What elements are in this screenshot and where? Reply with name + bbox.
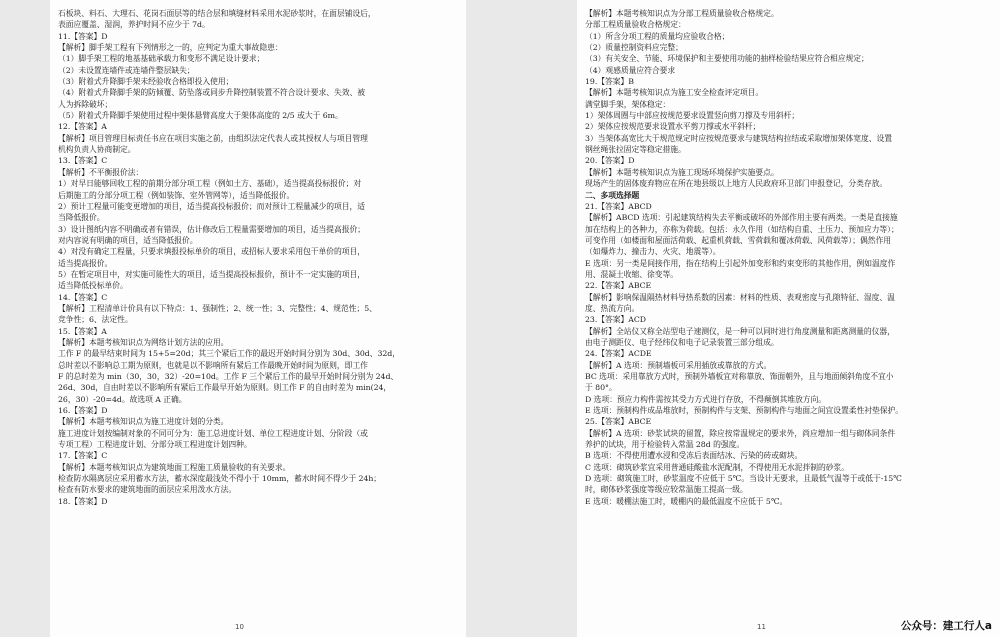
text-line: 【解析】项目管理目标责任书应在项目实施之前，由组织法定代表人或其授权人与项目管理	[58, 133, 368, 143]
text-line: 石板块、料石、大理石、花岗石面层等的结合层和填缝材料采用水泥砂浆时，在面层铺设后，	[58, 9, 376, 18]
text-line: （3）附着式升降脚手架未经验收合格即投入使用；	[58, 77, 234, 87]
text-line: 【解析】影响保温隔热材料导热系数的因素：材料的性质、表观密度与孔隙特征、湿度、温	[585, 292, 895, 302]
text-line: 对内容说有明确的项目，适当降低报价。	[58, 235, 198, 245]
text-line: 钢丝绳张拉固定等稳定措施。	[585, 145, 686, 155]
text-line: 1）对早日能够回收工程的前期分部分项工程（例如土方、基础），适当提高投标报价；对	[58, 179, 362, 189]
text-line: E 选项：暖棚法施工时，暖棚内的最低温度不应低于 5℃。	[585, 496, 788, 506]
text-line: E 选项：另一类是间接作用，指在结构上引起外加变形和约束变形的其他作用，例如温度作	[585, 258, 896, 268]
text-line: 人为拆除破坏；	[58, 99, 113, 109]
text-line: 18.【答案】D	[58, 496, 108, 506]
page-right-text	[585, 8, 990, 507]
text-line: （2）质量控制资料应完整；	[585, 43, 683, 53]
text-line: 【解析】本题考核知识点为网络计划方法的应用。	[58, 337, 229, 347]
text-line: 后期施工的分部分项工程（例如装饰、室外管网等），适当降低报价。	[58, 190, 295, 200]
text-line: 检查防水隔离层应采用蓄水方法，蓄水深度最浅处不得小于 10mm，蓄水时间不得少于 24h；	[58, 474, 382, 484]
text-line: 满堂脚手架，架体稳定：	[585, 99, 671, 109]
text-line: 【解析】ABCD 选项：引起建筑结构失去平衡或破坏的外部作用主要有两类。一类是直接施	[585, 213, 898, 223]
text-line: （1）脚手架工程的地基基础承载力和变形不满足设计要求；	[58, 54, 265, 64]
text-line: （1）所含分项工程的质量均应验收合格；	[585, 31, 730, 41]
text-line: 【解析】A 选项：砂浆试块的留置，除应按常温规定的要求外，尚应增加一组与砌体同条件	[585, 428, 896, 438]
text-line: 分部工程质量验收合格规定：	[585, 20, 686, 30]
text-line: 20.【答案】D	[585, 156, 635, 166]
text-line: 16.【答案】D	[58, 406, 108, 416]
text-line: 专项工程）工程进度计划、分部分项工程进度计划四种。	[58, 440, 252, 450]
text-line: C 选项：砌筑砂浆宜采用普通硅酸盐水泥配制，不得使用无水泥拌制的砂浆。	[585, 462, 849, 472]
text-line: 12.【答案】A	[58, 122, 107, 132]
text-line: 用、混凝土收缩、徐变等。	[585, 269, 678, 279]
text-line: 13.【答案】C	[58, 156, 108, 166]
wechat-account-label: 公众号：建工行人a	[900, 620, 992, 632]
text-line: 当降低报价。	[58, 213, 105, 223]
text-line: 26，30）-20=4d。故选项 A 正确。	[58, 394, 187, 404]
text-line: 【解析】本题考核知识点为施工现场环境保护实施要点。	[585, 167, 779, 177]
text-line: E 选项：预制构件成品堆放时，预制构件与支架、预制构件与地面之间宜设置柔性衬垫保护。	[585, 406, 903, 416]
text-line: B 选项：不得使用遭水浸和受冻后表面结冰、污染的砖或砌块。	[585, 451, 803, 461]
text-line: 可变作用（如楼面和屋面活荷载、起重机荷载、雪荷载和覆冰荷载、风荷载等）；偶然作用	[585, 235, 891, 245]
text-line: D 选项：砌筑施工时，砂浆温度不应低于 5℃。当设计无要求，且最低气温等于或低于-15℃	[585, 474, 902, 484]
text-line: 15.【答案】A	[58, 326, 107, 336]
text-line: 机构负责人协商制定。	[58, 145, 136, 155]
text-line: 【解析】本题考核知识点为建筑地面工程施工质量验收的有关要求。	[58, 462, 291, 472]
text-line: 现场产生的固体废弃物应在所在地县级以上地方人民政府环卫部门申报登记，分类存放。	[585, 179, 888, 189]
text-line: 3）当架体高宽比大于规范规定时应按规范要求与建筑结构拉结或采取增加架体宽度、设置	[585, 133, 893, 143]
text-line: 【解析】全站仪又称全站型电子速测仪，是一种可以同时进行角度测量和距离测量的仪器，	[585, 326, 895, 336]
text-line: 【解析】本题考核知识点为施工安全检查评定项目。	[585, 88, 764, 98]
text-line: 21.【答案】ABCD	[585, 201, 652, 211]
text-line: 度、热流方向。	[585, 303, 640, 313]
text-line: 17.【答案】C	[58, 451, 108, 461]
text-line: 竞争性；6、法定性。	[58, 315, 133, 325]
text-line: 23.【答案】ACD	[585, 315, 646, 325]
document-page-left	[50, 0, 466, 637]
text-line: （4）附着式升降脚手架的防倾覆、防坠落或同步升降控制装置不符合设计要求、失效、被	[58, 88, 366, 98]
text-line: 2）架体应按规范要求设置水平剪刀撑或水平斜杆；	[585, 122, 761, 132]
text-line: 于 80°。	[585, 383, 617, 393]
text-line: 1）架体周圈与中部应按规范要求设置竖向剪刀撑及专用斜杆；	[585, 111, 800, 121]
page-number-left: 10	[235, 623, 244, 631]
text-line: 由电子测距仪、电子经纬仪和电子记录装置三部分组成。	[585, 337, 779, 347]
text-line: 2）预计工程量可能变更增加的项目，适当提高投标报价；而对预计工程量减少的项目，适	[58, 201, 366, 211]
text-line: 3）设计图纸内容不明确或者有错误，估计修改后工程量需要增加的项目，适当提高报价；	[58, 224, 366, 234]
text-line: 加在结构上的各种力，亦称为荷载。包括：永久作用（如结构自重、土压力、预加应力等）；	[585, 224, 899, 234]
text-line: D 选项：预应力构件需按其受力方式进行存放，不得颠倒其堆放方向。	[585, 394, 827, 404]
text-line: BC 选项：采用靠放方式时，预制外墙板宜对称靠放、饰面朝外，且与地面倾斜角度不宜小	[585, 372, 894, 381]
text-line: 适当提高报价。	[58, 258, 113, 268]
text-line: （2）未设置连墙件或连墙件整层缺失；	[58, 65, 195, 75]
text-line: 【解析】不平衡报价法：	[58, 167, 144, 177]
text-line: （如爆炸力、撞击力、火灾、地震等）。	[585, 247, 721, 257]
text-line: （5）附着式升降脚手架使用过程中架体悬臂高度大于架体高度的 2/5 或大于 6m。	[58, 111, 343, 121]
text-line: 时，砌体砂浆强度等级应较常温施工提高一级。	[585, 485, 748, 495]
text-line: 11.【答案】D	[58, 31, 108, 41]
text-line: 适当降低投标单价。	[58, 281, 128, 291]
text-line: 5）在暂定项目中，对实施可能性大的项目，适当提高投标报价，预计不一定实施的项目，	[58, 269, 366, 279]
text-line: 【解析】本题考核知识点为施工进度计划的分类。	[58, 417, 229, 427]
text-line: 养护的试块，用于检验转入常温 28d 的强度。	[585, 440, 745, 450]
text-line: （4）观感质量应符合要求	[585, 65, 676, 75]
text-line: 【解析】A 选项：预制墙板可采用插放或靠放的方式。	[585, 360, 772, 370]
text-line: 24.【答案】ACDE	[585, 349, 652, 359]
text-line: 二、多项选择题	[585, 190, 640, 200]
page-left-text	[58, 8, 460, 507]
text-line: 表面应覆盖、湿润，养护时间不应少于 7d。	[58, 20, 210, 30]
text-line: 检查有防水要求的建筑地面的面层应采用泼水方法。	[58, 485, 237, 495]
text-line: 14.【答案】C	[58, 292, 108, 302]
text-line: 【解析】脚手架工程有下列情形之一的，应判定为重大事故隐患：	[58, 43, 283, 53]
text-line: 工作 F 的最早结束时间为 15+5=20d；其三个紧后工作的最迟开始时间分别为 30d、30d、32d，	[58, 349, 400, 359]
document-page-right	[577, 0, 1000, 637]
text-line: 22.【答案】ABCE	[585, 281, 652, 291]
text-line: 26d、30d，自由时差以不影响所有紧后工作最早开始为原则。则工作 F 的自由时差为 min(24，	[58, 383, 392, 393]
text-line: 【解析】工程清单计价具有以下特点：1、强制性；2、统一性；3、完整性；4、规范性；5、	[58, 303, 377, 313]
text-line: 4）对没有确定工程量，只要求填报投标单价的项目，或招标人要求采用包干单价的项目，	[58, 247, 366, 257]
text-line: 25.【答案】ABCE	[585, 417, 652, 427]
text-line: （3）有关安全、节能、环境保护和主要使用功能的抽样检验结果应符合相应规定；	[585, 54, 869, 64]
page-number-right: 11	[757, 623, 766, 631]
text-line: 19.【答案】B	[585, 77, 634, 87]
text-line: 施工进度计划按编制对象的不同可分为：施工总进度计划、单位工程进度计划、分阶段（或	[58, 428, 368, 438]
text-line: 总时差以不影响总工期为原则，也就是以不影响所有紧后工作最晚开始时间为原则，即工作	[58, 360, 368, 370]
text-line: 【解析】本题考核知识点为分部工程质量验收合格规定。	[585, 9, 779, 18]
text-line: F 的总时差为 min（30，30，32）-20=10d。工作 F 三个紧后工作的最早开始时间分别为 24d、	[58, 372, 399, 381]
